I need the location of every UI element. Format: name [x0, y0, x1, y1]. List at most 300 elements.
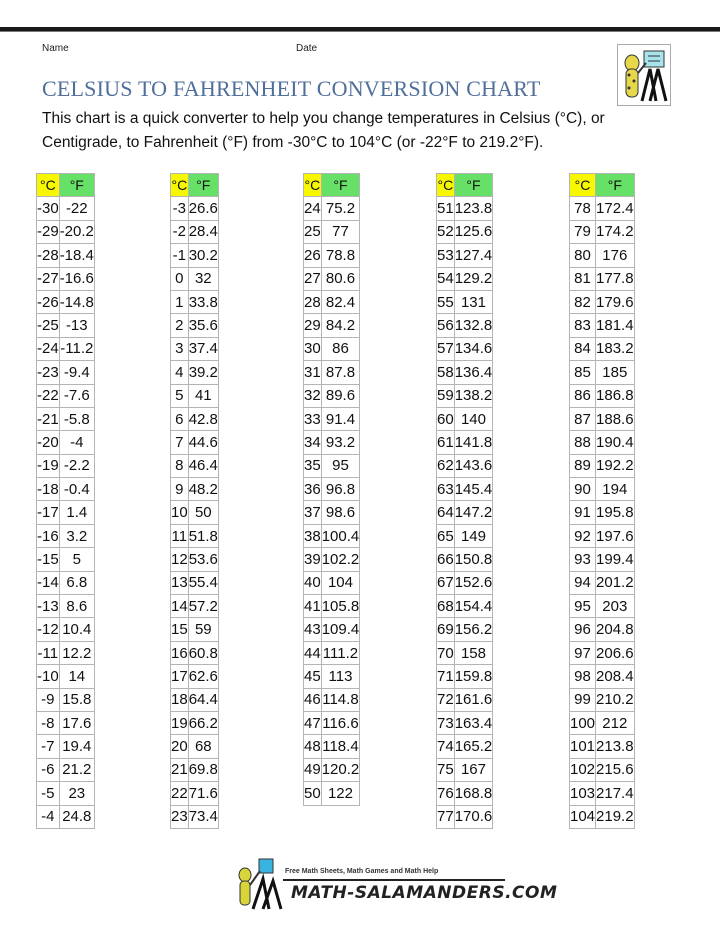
table-row — [437, 478, 493, 501]
fahrenheit-cell: 192.2 — [596, 454, 635, 477]
celsius-cell: 13 — [171, 571, 189, 594]
fahrenheit-cell: 197.6 — [596, 524, 635, 547]
table-row — [37, 688, 95, 711]
fahrenheit-cell: 32 — [188, 267, 218, 290]
table-header-row — [37, 174, 95, 197]
fahrenheit-cell: 55.4 — [188, 571, 218, 594]
celsius-cell: 16 — [171, 641, 189, 664]
celsius-cell: -4 — [37, 805, 60, 828]
celsius-cell: 14 — [171, 595, 189, 618]
celsius-cell: 53 — [437, 244, 455, 267]
fahrenheit-cell: 15.8 — [59, 688, 94, 711]
table-row — [171, 220, 219, 243]
fahrenheit-cell: 167 — [454, 758, 493, 781]
table-row — [304, 524, 360, 547]
fahrenheit-cell: -2.2 — [59, 454, 94, 477]
fahrenheit-cell: 129.2 — [454, 267, 493, 290]
celsius-cell: -12 — [37, 618, 60, 641]
fahrenheit-cell: 195.8 — [596, 501, 635, 524]
celsius-cell: 45 — [304, 665, 322, 688]
celsius-cell: 41 — [304, 595, 322, 618]
fahrenheit-cell: 165.2 — [454, 735, 493, 758]
fahrenheit-cell: 125.6 — [454, 220, 493, 243]
fahrenheit-cell: 176 — [596, 244, 635, 267]
table-row — [171, 267, 219, 290]
celsius-cell: 79 — [570, 220, 596, 243]
celsius-cell: 80 — [570, 244, 596, 267]
table-row — [37, 314, 95, 337]
fahrenheit-cell: 213.8 — [596, 735, 635, 758]
table-row — [570, 337, 635, 360]
celsius-cell: 97 — [570, 641, 596, 664]
table-row — [171, 641, 219, 664]
table-row — [570, 290, 635, 313]
fahrenheit-cell: -7.6 — [59, 384, 94, 407]
conversion-table-4 — [436, 173, 493, 829]
celsius-cell: 93 — [570, 548, 596, 571]
table-row — [437, 665, 493, 688]
celsius-cell: -22 — [37, 384, 60, 407]
conversion-table-3 — [303, 173, 360, 806]
celsius-cell: 99 — [570, 688, 596, 711]
celsius-cell: 8 — [171, 454, 189, 477]
celsius-cell: 83 — [570, 314, 596, 337]
celsius-cell: -1 — [171, 244, 189, 267]
table-row — [37, 361, 95, 384]
celsius-cell: 55 — [437, 290, 455, 313]
fahrenheit-cell: 78.8 — [321, 244, 360, 267]
table-row — [304, 361, 360, 384]
celsius-cell: 38 — [304, 524, 322, 547]
table-row — [37, 431, 95, 454]
table-row — [37, 618, 95, 641]
fahrenheit-cell: 174.2 — [596, 220, 635, 243]
table-row — [437, 548, 493, 571]
table-row — [37, 501, 95, 524]
celsius-cell: 49 — [304, 758, 322, 781]
celsius-cell: 3 — [171, 337, 189, 360]
fahrenheit-cell: 84.2 — [321, 314, 360, 337]
fahrenheit-cell: 179.6 — [596, 290, 635, 313]
fahrenheit-cell: 93.2 — [321, 431, 360, 454]
table-row — [304, 407, 360, 430]
fahrenheit-cell: 64.4 — [188, 688, 218, 711]
celsius-cell: 18 — [171, 688, 189, 711]
table-row — [437, 805, 493, 828]
table-row — [37, 197, 95, 220]
fahrenheit-cell: 48.2 — [188, 478, 218, 501]
table-row — [570, 501, 635, 524]
celsius-cell: 58 — [437, 361, 455, 384]
fahrenheit-cell: 39.2 — [188, 361, 218, 384]
celsius-cell: 32 — [304, 384, 322, 407]
table-row — [437, 758, 493, 781]
table-row — [570, 735, 635, 758]
fahrenheit-cell: 73.4 — [188, 805, 218, 828]
table-row — [304, 337, 360, 360]
table-row — [570, 688, 635, 711]
fahrenheit-cell: 154.4 — [454, 595, 493, 618]
fahrenheit-cell: 215.6 — [596, 758, 635, 781]
table-row — [437, 220, 493, 243]
fahrenheit-cell: 152.6 — [454, 571, 493, 594]
fahrenheit-cell: -9.4 — [59, 361, 94, 384]
table-row — [37, 337, 95, 360]
celsius-cell: 52 — [437, 220, 455, 243]
table-row — [171, 688, 219, 711]
table-row — [437, 361, 493, 384]
fahrenheit-cell: 141.8 — [454, 431, 493, 454]
table-row — [437, 454, 493, 477]
celsius-cell: 44 — [304, 641, 322, 664]
fahrenheit-cell: 33.8 — [188, 290, 218, 313]
celsius-cell: 72 — [437, 688, 455, 711]
celsius-cell: 86 — [570, 384, 596, 407]
celsius-cell: 102 — [570, 758, 596, 781]
fahrenheit-cell: 118.4 — [321, 735, 360, 758]
fahrenheit-header: °F — [59, 174, 94, 197]
fahrenheit-cell: 149 — [454, 524, 493, 547]
fahrenheit-cell: 210.2 — [596, 688, 635, 711]
fahrenheit-cell: 177.8 — [596, 267, 635, 290]
fahrenheit-cell: 59 — [188, 618, 218, 641]
celsius-cell: 57 — [437, 337, 455, 360]
table-row — [437, 290, 493, 313]
fahrenheit-cell: 46.4 — [188, 454, 218, 477]
fahrenheit-cell: 8.6 — [59, 595, 94, 618]
salamander-logo-icon — [235, 855, 285, 913]
fahrenheit-cell: 91.4 — [321, 407, 360, 430]
celsius-cell: 81 — [570, 267, 596, 290]
table-row — [171, 735, 219, 758]
celsius-header: °C — [437, 174, 455, 197]
table-row — [437, 711, 493, 734]
fahrenheit-cell: 156.2 — [454, 618, 493, 641]
celsius-cell: -6 — [37, 758, 60, 781]
fahrenheit-cell: 50 — [188, 501, 218, 524]
celsius-cell: -24 — [37, 337, 60, 360]
conversion-table-5 — [569, 173, 635, 829]
table-row — [437, 688, 493, 711]
footer-brand-text: MATH-SALAMANDERS.COM — [291, 883, 558, 903]
table-row — [570, 244, 635, 267]
fahrenheit-cell: 95 — [321, 454, 360, 477]
conversion-table-1 — [36, 173, 95, 829]
table-row — [570, 595, 635, 618]
table-row — [437, 618, 493, 641]
celsius-cell: -11 — [37, 641, 60, 664]
celsius-cell: -16 — [37, 524, 60, 547]
fahrenheit-cell: 21.2 — [59, 758, 94, 781]
fahrenheit-cell: 131 — [454, 290, 493, 313]
table-row — [171, 548, 219, 571]
table-row — [37, 267, 95, 290]
celsius-cell: 61 — [437, 431, 455, 454]
table-row — [304, 782, 360, 805]
fahrenheit-cell: -22 — [59, 197, 94, 220]
fahrenheit-cell: 60.8 — [188, 641, 218, 664]
fahrenheit-cell: 159.8 — [454, 665, 493, 688]
fahrenheit-header: °F — [596, 174, 635, 197]
celsius-cell: 82 — [570, 290, 596, 313]
fahrenheit-cell: 104 — [321, 571, 360, 594]
table-row — [437, 337, 493, 360]
table-row — [171, 197, 219, 220]
fahrenheit-cell: 19.4 — [59, 735, 94, 758]
celsius-cell: 76 — [437, 782, 455, 805]
name-label: Name — [42, 43, 69, 54]
celsius-cell: 71 — [437, 665, 455, 688]
celsius-cell: 6 — [171, 407, 189, 430]
fahrenheit-cell: 161.6 — [454, 688, 493, 711]
fahrenheit-cell: 12.2 — [59, 641, 94, 664]
table-row — [37, 758, 95, 781]
fahrenheit-cell: 51.8 — [188, 524, 218, 547]
fahrenheit-cell: 168.8 — [454, 782, 493, 805]
fahrenheit-header: °F — [454, 174, 493, 197]
celsius-cell: 51 — [437, 197, 455, 220]
fahrenheit-cell: 116.6 — [321, 711, 360, 734]
table-row — [171, 665, 219, 688]
fahrenheit-cell: 190.4 — [596, 431, 635, 454]
table-row — [570, 641, 635, 664]
table-row — [304, 641, 360, 664]
celsius-cell: -23 — [37, 361, 60, 384]
table-row — [570, 407, 635, 430]
table-row — [171, 524, 219, 547]
celsius-cell: 7 — [171, 431, 189, 454]
table-row — [37, 805, 95, 828]
table-row — [304, 548, 360, 571]
fahrenheit-cell: 127.4 — [454, 244, 493, 267]
celsius-cell: 60 — [437, 407, 455, 430]
celsius-cell: 104 — [570, 805, 596, 828]
fahrenheit-cell: 41 — [188, 384, 218, 407]
fahrenheit-cell: 3.2 — [59, 524, 94, 547]
table-row — [570, 524, 635, 547]
celsius-cell: 75 — [437, 758, 455, 781]
table-row — [437, 595, 493, 618]
fahrenheit-cell: 208.4 — [596, 665, 635, 688]
page-title: CELSIUS TO FAHRENHEIT CONVERSION CHART — [42, 76, 541, 101]
fahrenheit-cell: 14 — [59, 665, 94, 688]
celsius-cell: -7 — [37, 735, 60, 758]
celsius-cell: 66 — [437, 548, 455, 571]
table-row — [570, 314, 635, 337]
table-row — [304, 244, 360, 267]
fahrenheit-cell: -5.8 — [59, 407, 94, 430]
fahrenheit-cell: 75.2 — [321, 197, 360, 220]
fahrenheit-cell: 219.2 — [596, 805, 635, 828]
celsius-cell: 91 — [570, 501, 596, 524]
table-row — [570, 665, 635, 688]
fahrenheit-cell: 30.2 — [188, 244, 218, 267]
celsius-cell: 39 — [304, 548, 322, 571]
fahrenheit-cell: 6.8 — [59, 571, 94, 594]
fahrenheit-cell: -13 — [59, 314, 94, 337]
table-row — [171, 384, 219, 407]
fahrenheit-cell: 181.4 — [596, 314, 635, 337]
table-row — [570, 758, 635, 781]
fahrenheit-cell: 82.4 — [321, 290, 360, 313]
table-row — [171, 501, 219, 524]
celsius-cell: 0 — [171, 267, 189, 290]
fahrenheit-cell: 87.8 — [321, 361, 360, 384]
description: This chart is a quick converter to help you change temperatures in Celsius (°C), or Centigrade, to Fahrenheit (°F) from -30°C to 104°C (or -22°F to 219.2°F). — [42, 110, 605, 151]
table-row — [304, 431, 360, 454]
celsius-cell: 62 — [437, 454, 455, 477]
celsius-cell: -29 — [37, 220, 60, 243]
table-row — [570, 267, 635, 290]
table-row — [304, 454, 360, 477]
fahrenheit-cell: 57.2 — [188, 595, 218, 618]
table-row — [171, 478, 219, 501]
celsius-cell: -15 — [37, 548, 60, 571]
fahrenheit-cell: 89.6 — [321, 384, 360, 407]
celsius-cell: 54 — [437, 267, 455, 290]
table-row — [171, 805, 219, 828]
table-header-row — [304, 174, 360, 197]
fahrenheit-cell: 111.2 — [321, 641, 360, 664]
table-row — [37, 665, 95, 688]
celsius-cell: -21 — [37, 407, 60, 430]
table-row — [304, 197, 360, 220]
celsius-cell: 101 — [570, 735, 596, 758]
fahrenheit-cell: 62.6 — [188, 665, 218, 688]
footer-brand — [235, 855, 558, 915]
table-header-row — [171, 174, 219, 197]
celsius-cell: 9 — [171, 478, 189, 501]
table-row — [37, 290, 95, 313]
table-row — [437, 641, 493, 664]
table-row — [171, 431, 219, 454]
fahrenheit-cell: 80.6 — [321, 267, 360, 290]
celsius-header: °C — [37, 174, 60, 197]
fahrenheit-cell: 37.4 — [188, 337, 218, 360]
celsius-cell: 24 — [304, 197, 322, 220]
celsius-cell: 65 — [437, 524, 455, 547]
celsius-cell: 96 — [570, 618, 596, 641]
celsius-cell: 23 — [171, 805, 189, 828]
fahrenheit-cell: 194 — [596, 478, 635, 501]
table-row — [570, 805, 635, 828]
celsius-cell: 17 — [171, 665, 189, 688]
fahrenheit-cell: 71.6 — [188, 782, 218, 805]
table-row — [37, 548, 95, 571]
celsius-cell: 100 — [570, 711, 596, 734]
fahrenheit-cell: 145.4 — [454, 478, 493, 501]
fahrenheit-cell: 163.4 — [454, 711, 493, 734]
salamander-teacher-icon — [617, 44, 671, 106]
table-row — [304, 571, 360, 594]
fahrenheit-cell: -11.2 — [59, 337, 94, 360]
celsius-cell: 40 — [304, 571, 322, 594]
celsius-cell: 73 — [437, 711, 455, 734]
celsius-cell: 26 — [304, 244, 322, 267]
celsius-cell: 103 — [570, 782, 596, 805]
table-row — [570, 454, 635, 477]
celsius-cell: -26 — [37, 290, 60, 313]
table-row — [171, 595, 219, 618]
celsius-cell: 31 — [304, 361, 322, 384]
celsius-cell: 15 — [171, 618, 189, 641]
celsius-cell: 95 — [570, 595, 596, 618]
fahrenheit-cell: 1.4 — [59, 501, 94, 524]
table-row — [171, 361, 219, 384]
table-row — [570, 384, 635, 407]
table-row — [437, 267, 493, 290]
fahrenheit-cell: 138.2 — [454, 384, 493, 407]
celsius-cell: 37 — [304, 501, 322, 524]
table-row — [37, 595, 95, 618]
fahrenheit-cell: -4 — [59, 431, 94, 454]
table-row — [437, 571, 493, 594]
fahrenheit-cell: 5 — [59, 548, 94, 571]
fahrenheit-cell: -16.6 — [59, 267, 94, 290]
celsius-cell: -5 — [37, 782, 60, 805]
celsius-cell: 4 — [171, 361, 189, 384]
celsius-cell: -17 — [37, 501, 60, 524]
celsius-cell: 59 — [437, 384, 455, 407]
celsius-cell: 74 — [437, 735, 455, 758]
celsius-cell: -25 — [37, 314, 60, 337]
table-row — [304, 758, 360, 781]
celsius-cell: -13 — [37, 595, 60, 618]
table-row — [171, 711, 219, 734]
fahrenheit-cell: 53.6 — [188, 548, 218, 571]
fahrenheit-cell: 183.2 — [596, 337, 635, 360]
celsius-cell: 84 — [570, 337, 596, 360]
table-row — [304, 735, 360, 758]
table-row — [570, 548, 635, 571]
celsius-cell: 90 — [570, 478, 596, 501]
fahrenheit-cell: 172.4 — [596, 197, 635, 220]
table-row — [570, 478, 635, 501]
table-row — [171, 407, 219, 430]
celsius-cell: 10 — [171, 501, 189, 524]
celsius-cell: 85 — [570, 361, 596, 384]
fahrenheit-cell: 26.6 — [188, 197, 218, 220]
fahrenheit-cell: 69.8 — [188, 758, 218, 781]
celsius-cell: 27 — [304, 267, 322, 290]
conversion-table-2 — [170, 173, 219, 829]
table-row — [37, 220, 95, 243]
celsius-cell: 88 — [570, 431, 596, 454]
fahrenheit-cell: 134.6 — [454, 337, 493, 360]
fahrenheit-cell: 96.8 — [321, 478, 360, 501]
fahrenheit-header: °F — [188, 174, 218, 197]
table-row — [437, 524, 493, 547]
fahrenheit-cell: 23 — [59, 782, 94, 805]
celsius-header: °C — [570, 174, 596, 197]
fahrenheit-cell: 86 — [321, 337, 360, 360]
table-row — [437, 501, 493, 524]
fahrenheit-cell: 24.8 — [59, 805, 94, 828]
fahrenheit-cell: 204.8 — [596, 618, 635, 641]
top-rule — [0, 27, 720, 32]
fahrenheit-cell: -18.4 — [59, 244, 94, 267]
fahrenheit-cell: 100.4 — [321, 524, 360, 547]
table-row — [570, 197, 635, 220]
celsius-cell: 28 — [304, 290, 322, 313]
celsius-cell: -8 — [37, 711, 60, 734]
table-row — [304, 618, 360, 641]
table-row — [171, 290, 219, 313]
celsius-header: °C — [171, 174, 189, 197]
celsius-cell: 48 — [304, 735, 322, 758]
fahrenheit-cell: 158 — [454, 641, 493, 664]
fahrenheit-cell: 143.6 — [454, 454, 493, 477]
